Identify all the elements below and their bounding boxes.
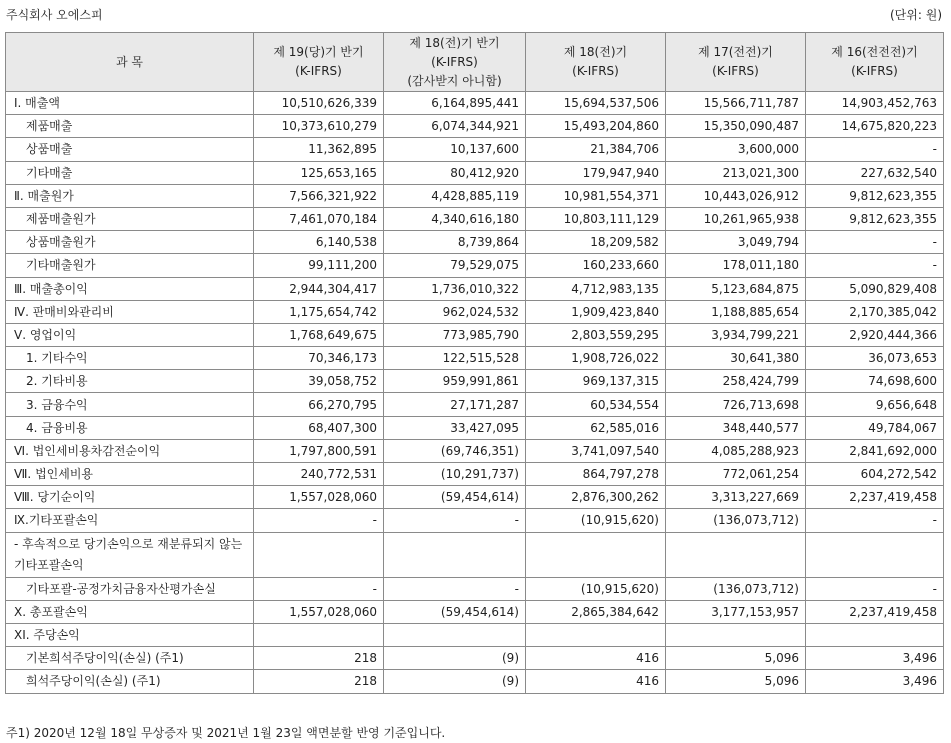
table-row (6, 161, 944, 184)
value-cell (666, 532, 806, 577)
value-cell: 213,021,300 (666, 161, 806, 184)
value-cell: - (254, 509, 384, 532)
header-line: (K-IFRS) (295, 64, 342, 78)
value-cell: 49,784,067 (806, 416, 944, 439)
value-cell: 218 (254, 670, 384, 693)
column-header-period-18-half (384, 33, 526, 92)
value-cell: 8,739,864 (384, 231, 526, 254)
table-row (6, 347, 944, 370)
column-header-period-19-half (254, 33, 384, 92)
header-line: 제 17(전전)기 (698, 45, 773, 59)
table-row (6, 370, 944, 393)
header-line: (K-IFRS) (572, 64, 619, 78)
value-cell: (9) (384, 670, 526, 693)
value-cell: 1,909,423,840 (526, 300, 666, 323)
table-row (6, 577, 944, 600)
table-row (6, 207, 944, 230)
value-cell: 10,443,026,912 (666, 184, 806, 207)
table-row (6, 115, 944, 138)
table-row (6, 92, 944, 115)
value-cell: 416 (526, 670, 666, 693)
account-label: - 후속적으로 당기손익으로 재분류되지 않는 기타포괄손익 (6, 532, 254, 577)
value-cell: 6,074,344,921 (384, 115, 526, 138)
value-cell: - (806, 509, 944, 532)
column-header-period-16 (806, 33, 944, 92)
value-cell: 6,140,538 (254, 231, 384, 254)
table-row (6, 486, 944, 509)
value-cell: - (384, 509, 526, 532)
value-cell: 160,233,660 (526, 254, 666, 277)
value-cell: - (806, 254, 944, 277)
account-label: 제품매출 (6, 115, 254, 138)
value-cell: 5,096 (666, 670, 806, 693)
value-cell: 9,812,623,355 (806, 184, 944, 207)
value-cell: 70,346,173 (254, 347, 384, 370)
value-cell: 10,137,600 (384, 138, 526, 161)
value-cell: - (384, 577, 526, 600)
value-cell: 2,944,304,417 (254, 277, 384, 300)
value-cell: 959,991,861 (384, 370, 526, 393)
value-cell: 2,237,419,458 (806, 600, 944, 623)
company-name: 주식회사 오에스피 (6, 8, 103, 22)
table-row (6, 463, 944, 486)
value-cell: 604,272,542 (806, 463, 944, 486)
account-label: Ⅸ.기타포괄손익 (6, 509, 254, 532)
value-cell (806, 532, 944, 577)
value-cell: 240,772,531 (254, 463, 384, 486)
value-cell: 15,493,204,860 (526, 115, 666, 138)
value-cell: 2,170,385,042 (806, 300, 944, 323)
value-cell: (9) (384, 647, 526, 670)
table-row (6, 184, 944, 207)
value-cell: 10,803,111,129 (526, 207, 666, 230)
value-cell (526, 532, 666, 577)
value-cell: 969,137,315 (526, 370, 666, 393)
account-label: 4. 금융비용 (6, 416, 254, 439)
header-line: (K-IFRS) (712, 64, 759, 78)
column-header-period-18 (526, 33, 666, 92)
table-row (6, 532, 944, 577)
value-cell: 4,340,616,180 (384, 207, 526, 230)
value-cell: 74,698,600 (806, 370, 944, 393)
value-cell: 218 (254, 647, 384, 670)
value-cell: 60,534,554 (526, 393, 666, 416)
value-cell: 68,407,300 (254, 416, 384, 439)
account-label: 2. 기타비용 (6, 370, 254, 393)
value-cell: 33,427,095 (384, 416, 526, 439)
value-cell: 773,985,790 (384, 323, 526, 346)
value-cell: - (806, 138, 944, 161)
value-cell: 3,934,799,221 (666, 323, 806, 346)
value-cell: 9,812,623,355 (806, 207, 944, 230)
value-cell: 18,209,582 (526, 231, 666, 254)
value-cell: 4,428,885,119 (384, 184, 526, 207)
value-cell: 10,261,965,938 (666, 207, 806, 230)
value-cell: 2,237,419,458 (806, 486, 944, 509)
table-row (6, 277, 944, 300)
value-cell: 2,841,692,000 (806, 439, 944, 462)
value-cell: 1,188,885,654 (666, 300, 806, 323)
footnote: 주1) 2020년 12월 18일 무상증자 및 2021년 1월 23일 액면분할 반영 기준입니다. (6, 726, 446, 740)
value-cell: 3,600,000 (666, 138, 806, 161)
value-cell: 4,712,983,135 (526, 277, 666, 300)
value-cell: (136,073,712) (666, 577, 806, 600)
value-cell: 3,496 (806, 647, 944, 670)
table-row (6, 393, 944, 416)
table-row (6, 300, 944, 323)
value-cell: (10,915,620) (526, 509, 666, 532)
value-cell: 15,566,711,787 (666, 92, 806, 115)
value-cell: 1,768,649,675 (254, 323, 384, 346)
value-cell: 348,440,577 (666, 416, 806, 439)
value-cell: (10,291,737) (384, 463, 526, 486)
value-cell: 1,175,654,742 (254, 300, 384, 323)
value-cell: 122,515,528 (384, 347, 526, 370)
value-cell: (59,454,614) (384, 486, 526, 509)
header-line: (K-IFRS) (851, 64, 898, 78)
value-cell: 6,164,895,441 (384, 92, 526, 115)
value-cell: 10,510,626,339 (254, 92, 384, 115)
value-cell: 14,903,452,763 (806, 92, 944, 115)
header-line: (감사받지 아니함) (407, 73, 502, 88)
value-cell: 11,362,895 (254, 138, 384, 161)
value-cell: 3,313,227,669 (666, 486, 806, 509)
account-label: Ⅷ. 당기순이익 (6, 486, 254, 509)
value-cell (806, 623, 944, 646)
value-cell: 2,865,384,642 (526, 600, 666, 623)
value-cell: 5,123,684,875 (666, 277, 806, 300)
value-cell: - (806, 231, 944, 254)
value-cell: 227,632,540 (806, 161, 944, 184)
value-cell: 179,947,940 (526, 161, 666, 184)
value-cell: (136,073,712) (666, 509, 806, 532)
header-line: (K-IFRS) (431, 54, 478, 69)
table-row (6, 600, 944, 623)
header-line: 과 목 (116, 54, 143, 69)
income-statement-table (5, 32, 944, 694)
value-cell (384, 532, 526, 577)
value-cell: 79,529,075 (384, 254, 526, 277)
table-row (6, 647, 944, 670)
value-cell: 726,713,698 (666, 393, 806, 416)
account-label: 기타포괄-공정가치금융자산평가손실 (6, 577, 254, 600)
value-cell: 3,177,153,957 (666, 600, 806, 623)
table-row (6, 623, 944, 646)
account-label: Ⅶ. 법인세비용 (6, 463, 254, 486)
value-cell: 1,736,010,322 (384, 277, 526, 300)
account-label: 3. 금융수익 (6, 393, 254, 416)
account-label: Ⅲ. 매출총이익 (6, 277, 254, 300)
table-row (6, 439, 944, 462)
value-cell: 1,908,726,022 (526, 347, 666, 370)
table-row (6, 138, 944, 161)
account-label: 1. 기타수익 (6, 347, 254, 370)
value-cell: 1,557,028,060 (254, 486, 384, 509)
value-cell: (69,746,351) (384, 439, 526, 462)
value-cell: 62,585,016 (526, 416, 666, 439)
value-cell: 15,694,537,506 (526, 92, 666, 115)
value-cell: 125,653,165 (254, 161, 384, 184)
value-cell: 4,085,288,923 (666, 439, 806, 462)
account-label: 상품매출원가 (6, 231, 254, 254)
value-cell: 5,096 (666, 647, 806, 670)
account-label: Ⅰ. 매출액 (6, 92, 254, 115)
account-label: 기타매출원가 (6, 254, 254, 277)
value-cell: 7,461,070,184 (254, 207, 384, 230)
value-cell (254, 532, 384, 577)
value-cell: (59,454,614) (384, 600, 526, 623)
value-cell: 3,741,097,540 (526, 439, 666, 462)
value-cell: 772,061,254 (666, 463, 806, 486)
value-cell: (10,915,620) (526, 577, 666, 600)
account-label: 제품매출원가 (6, 207, 254, 230)
table-row (6, 670, 944, 693)
value-cell: 30,641,380 (666, 347, 806, 370)
account-label: 기타매출 (6, 161, 254, 184)
account-label: Ⅱ. 매출원가 (6, 184, 254, 207)
account-label: 희석주당이익(손실) (주1) (6, 670, 254, 693)
value-cell: 14,675,820,223 (806, 115, 944, 138)
value-cell: 80,412,920 (384, 161, 526, 184)
header-line: 제 18(전)기 (563, 45, 628, 59)
value-cell: 2,876,300,262 (526, 486, 666, 509)
value-cell (384, 623, 526, 646)
value-cell: 15,350,090,487 (666, 115, 806, 138)
value-cell: - (254, 577, 384, 600)
value-cell: 962,024,532 (384, 300, 526, 323)
value-cell: 36,073,653 (806, 347, 944, 370)
header-line: 제 18(전)기 반기 (409, 35, 500, 50)
value-cell: 21,384,706 (526, 138, 666, 161)
value-cell: 2,803,559,295 (526, 323, 666, 346)
value-cell: 10,981,554,371 (526, 184, 666, 207)
value-cell: 3,496 (806, 670, 944, 693)
value-cell: 1,797,800,591 (254, 439, 384, 462)
value-cell: 1,557,028,060 (254, 600, 384, 623)
table-row (6, 254, 944, 277)
value-cell: 258,424,799 (666, 370, 806, 393)
value-cell: 416 (526, 647, 666, 670)
value-cell: 864,797,278 (526, 463, 666, 486)
value-cell: 7,566,321,922 (254, 184, 384, 207)
account-label: 상품매출 (6, 138, 254, 161)
account-label: Ⅹ. 총포괄손익 (6, 600, 254, 623)
value-cell: 178,011,180 (666, 254, 806, 277)
value-cell: 2,920,444,366 (806, 323, 944, 346)
value-cell: - (806, 577, 944, 600)
value-cell (666, 623, 806, 646)
value-cell: 66,270,795 (254, 393, 384, 416)
value-cell: 27,171,287 (384, 393, 526, 416)
value-cell (254, 623, 384, 646)
account-label: Ⅴ. 영업이익 (6, 323, 254, 346)
value-cell: 10,373,610,279 (254, 115, 384, 138)
column-header-account (6, 33, 254, 92)
value-cell: 99,111,200 (254, 254, 384, 277)
account-label: Ⅳ. 판매비와관리비 (6, 300, 254, 323)
value-cell: 3,049,794 (666, 231, 806, 254)
value-cell (526, 623, 666, 646)
table-header-row (6, 33, 944, 92)
unit-label: (단위: 원) (890, 8, 942, 22)
value-cell: 39,058,752 (254, 370, 384, 393)
table-row (6, 509, 944, 532)
column-header-period-17 (666, 33, 806, 92)
value-cell: 5,090,829,408 (806, 277, 944, 300)
value-cell: 9,656,648 (806, 393, 944, 416)
account-label: ⅩⅠ. 주당손익 (6, 623, 254, 646)
header-line: 제 19(당)기 반기 (273, 45, 364, 59)
report-header (6, 6, 942, 24)
table-row (6, 416, 944, 439)
account-label: 기본희석주당이익(손실) (주1) (6, 647, 254, 670)
table-row (6, 231, 944, 254)
table-row (6, 323, 944, 346)
account-label: Ⅵ. 법인세비용차감전순이익 (6, 439, 254, 462)
header-line: 제 16(전전전)기 (831, 45, 918, 59)
